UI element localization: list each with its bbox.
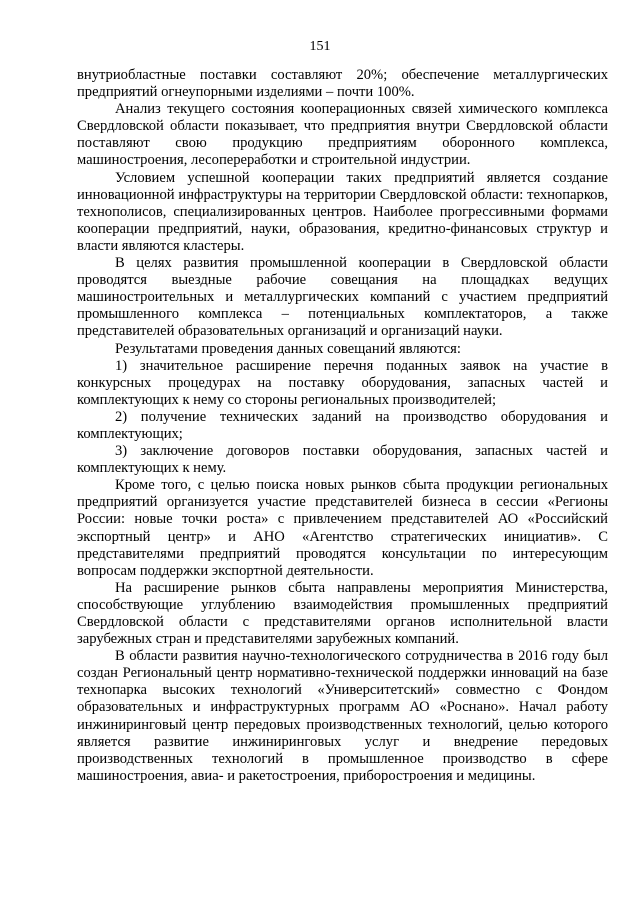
list-item: 3) заключение договоров поставки оборудования, запасных частей и комплектующих к нему. <box>77 443 608 477</box>
list-item: 2) получение технических заданий на производство оборудования и комплектующих; <box>77 408 608 442</box>
paragraph: Условием успешной кооперации таких предприятий является создание инновационной инфраструктуры на территории Свердловской области: технопарков, технополисов, специализированных центров. Наиболее прогрессивными формами кооперации предприятий, науки, образования, кредитно-финансовых структур и власти являются кластеры. <box>77 169 608 254</box>
body-text <box>77 67 608 785</box>
page-number: 151 <box>309 39 331 54</box>
paragraph: В области развития научно-технологического сотрудничества в 2016 году был создан Региональный центр нормативно-технической поддержки инноваций на базе технопарка высоких технологий «Университетский» совместно с Фондом образовательных и инфраструктурных программ АО «Роснано». Начал работу инжиниринговый центр передовых производственных технологий, целью которого является развитие инжиниринговых услуг и внедрение передовых производственных технологий в промышленное производство в сфере машиностроения, авиа- и ракетостроения, приборостроения и медицины. <box>77 648 608 784</box>
paragraph: Анализ текущего состояния кооперационных связей химического комплекса Свердловской области показывает, что предприятия внутри Свердловской области поставляют свою продукцию предприятиям оборонного комплекса, машиностроения, лесопереработки и строительной индустрии. <box>77 101 608 169</box>
paragraph: Кроме того, с целью поиска новых рынков сбыта продукции региональных предприятий организуется участие представителей бизнеса в сессии «Регионы России: новые точки роста» с привлечением представителей АО «Российский экспортный центр» и АНО «Агентство стратегических инициатив». С представителями предприятий проводятся консультации по интересующим вопросам поддержки экспортной деятельности. <box>77 477 608 579</box>
paragraph: Результатами проведения данных совещаний являются: <box>115 340 461 357</box>
paragraph: внутриобластные поставки составляют 20%; обеспечение металлургических предприятий огнеупорными изделиями – почти 100%. <box>77 67 608 101</box>
paragraph: На расширение рынков сбыта направлены мероприятия Министерства, способствующие углублению взаимодействия промышленных предприятий Свердловской области с представителями органов исполнительной власти зарубежных стран и представителями зарубежных компаний. <box>77 579 608 648</box>
list-item: 1) значительное расширение перечня поданных заявок на участие в конкурсных процедурах на поставку оборудования, запасных частей и комплектующих к нему со стороны региональных производителей; <box>77 357 608 408</box>
paragraph: В целях развития промышленной кооперации в Свердловской области проводятся выездные рабочие совещания на площадках ведущих машиностроительных и металлургических компаний с участием предприятий промышленного комплекса – потенциальных комплектаторов, а также представителей образовательных организаций и организаций науки. <box>77 255 608 340</box>
